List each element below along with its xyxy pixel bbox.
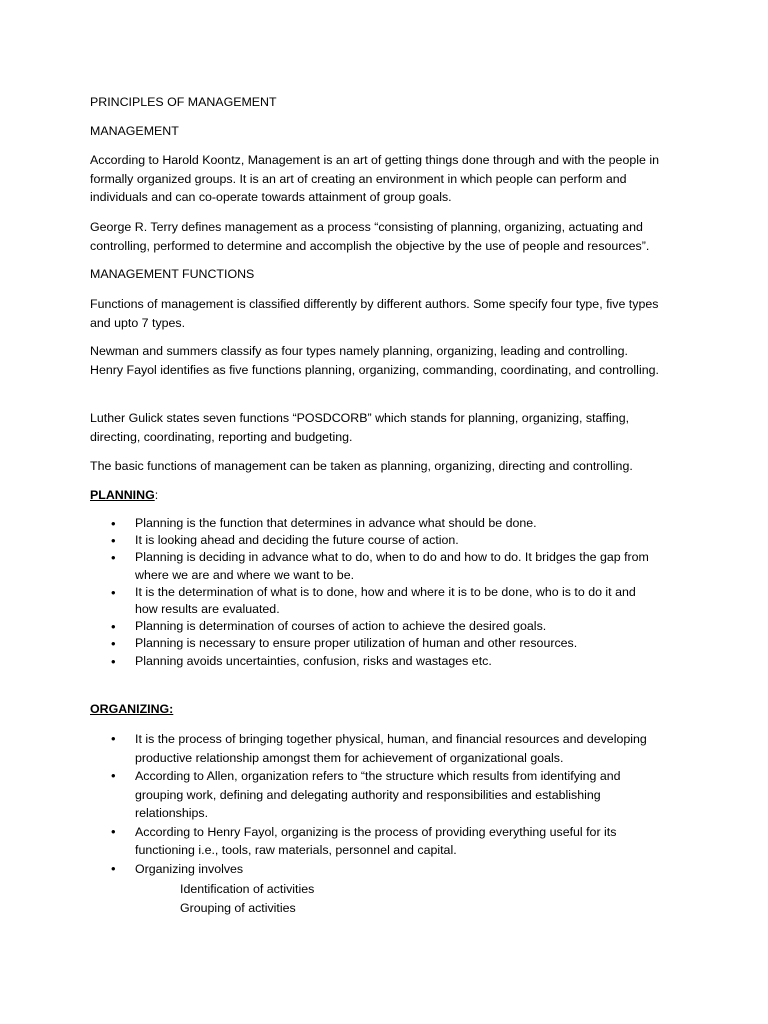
list-item: • It is the process of bringing together physical, human, and financial resources and developing productive relationship amongst them for achievement of organizational goals. [90, 730, 690, 767]
terry-paragraph: George R. Terry defines management as a process “consisting of planning, organizing, actuating and controlling, performed to determine and accomplish the objective by the use of people and resources”. [90, 220, 650, 253]
organizing-heading-line [90, 700, 690, 719]
newman-fayol-paragraph: Newman and summers classify as four types namely planning, organizing, leading and controlling. Henry Fayol identifies as five functions planning, organizing, commanding, coordinating, and controlling. [90, 344, 659, 377]
list-item: • Planning is determination of courses of action to achieve the desired goals. [90, 618, 690, 635]
organizing-heading: ORGANIZING: [90, 702, 174, 716]
organizing-sub-item: Identification of activities [180, 882, 315, 896]
list-item: • Organizing involves [90, 860, 690, 879]
planning-list [90, 515, 690, 670]
list-item: • According to Henry Fayol, organizing is the process of providing everything useful for its functioning i.e., tools, raw materials, personnel and capital. [90, 823, 690, 860]
basic-functions-paragraph: The basic functions of management can be taken as planning, organizing, directing and controlling. [90, 459, 633, 473]
organizing-list [90, 730, 690, 878]
list-item: • Planning is the function that determines in advance what should be done. [90, 515, 690, 532]
planning-heading-line [90, 486, 690, 505]
list-item: • According to Allen, organization refers to “the structure which results from identifying and grouping work, defining and delegating authority and responsibilities and establishing relationships. [90, 767, 690, 823]
functions-intro-paragraph: Functions of management is classified differently by different authors. Some specify four type, five types and upto 7 types. [90, 297, 659, 330]
organizing-sub-item: Grouping of activities [180, 901, 296, 915]
list-item: • It is the determination of what is to done, how and where it is to be done, who is to do it and how results are evaluated. [90, 584, 690, 618]
document-title: PRINCIPLES OF MANAGEMENT [90, 95, 277, 109]
list-item: • It is looking ahead and deciding the future course of action. [90, 532, 690, 549]
list-item: • Planning is necessary to ensure proper utilization of human and other resources. [90, 635, 690, 652]
planning-colon: : [154, 488, 159, 502]
planning-heading: PLANNING [90, 488, 155, 502]
list-item: • Planning is deciding in advance what to do, when to do and how to do. It bridges the gap from where we are and where we want to be. [90, 549, 690, 583]
list-item: • Planning avoids uncertainties, confusion, risks and wastages etc. [90, 653, 690, 670]
gulick-paragraph: Luther Gulick states seven functions “POSDCORB” which stands for planning, organizing, staffing, directing, coordinating, reporting and budgeting. [90, 411, 630, 444]
functions-heading: MANAGEMENT FUNCTIONS [90, 267, 255, 281]
management-heading: MANAGEMENT [90, 124, 179, 138]
koontz-paragraph: According to Harold Koontz, Management is an art of getting things done through and with the people in formally organized groups. It is an art of creating an environment in which people can perform and individuals and can co-operate towards attainment of group goals. [90, 153, 659, 204]
